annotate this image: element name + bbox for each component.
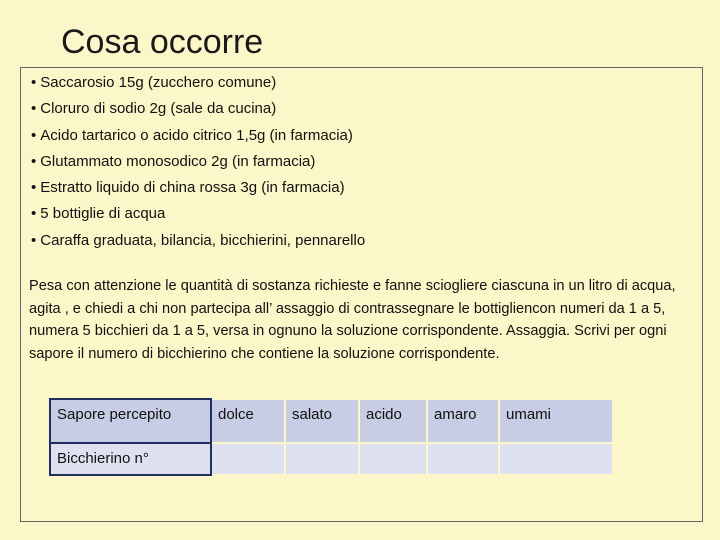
table-cell: Sapore percepito bbox=[50, 399, 211, 443]
bullet: • bbox=[31, 74, 37, 91]
bullet: • bbox=[31, 179, 37, 197]
list-item-text: Caraffa graduata, bilancia, bicchierini, pennarello bbox=[40, 231, 366, 249]
table-cell bbox=[427, 443, 499, 475]
bullet: • bbox=[31, 126, 37, 144]
taste-table bbox=[49, 398, 614, 476]
table-cell bbox=[359, 443, 427, 475]
list-item bbox=[31, 96, 365, 122]
table-cell: Bicchierino n° bbox=[50, 443, 211, 475]
content-box bbox=[20, 67, 703, 522]
table-row bbox=[50, 443, 613, 475]
table-cell: salato bbox=[285, 399, 359, 443]
table-cell bbox=[499, 443, 613, 475]
table-cell: dolce bbox=[211, 399, 285, 443]
bullet: • bbox=[31, 100, 37, 118]
list-item-text: Acido tartarico o acido citrico 1,5g (in farmacia) bbox=[40, 126, 353, 144]
table-cell bbox=[285, 443, 359, 475]
bullet: • bbox=[31, 205, 37, 223]
list-item-text: Cloruro di sodio 2g (sale da cucina) bbox=[40, 100, 277, 118]
list-item bbox=[31, 70, 365, 96]
table-cell: acido bbox=[359, 399, 427, 443]
list-item bbox=[31, 149, 365, 175]
bullet: • bbox=[31, 231, 37, 249]
instructions-paragraph: Pesa con attenzione le quantità di sostanza richieste e fanne sciogliere ciascuna in un litro di acqua, agita , e chiedi a chi non partecipa all’ assaggio di contrassegnare le bottigliencon numeri da 1 a 5, numera 5 bicchieri da 1 a 5, versa in ognuno la soluzione corrispondente. Assaggia. Scrivi per ogni sapore il numero di bicchierino che contiene la soluzione corrispondente. bbox=[29, 278, 676, 362]
table-cell: amaro bbox=[427, 399, 499, 443]
list-item-text: Glutammato monosodico 2g (in farmacia) bbox=[40, 152, 316, 170]
table-cell: umami bbox=[499, 399, 613, 443]
list-item-text: Saccarosio 15g (zucchero comune) bbox=[40, 74, 277, 91]
table-row bbox=[50, 399, 613, 443]
bullet: • bbox=[31, 152, 37, 170]
list-item-text: Estratto liquido di china rossa 3g (in farmacia) bbox=[40, 179, 345, 197]
list-item bbox=[31, 175, 365, 201]
page-title: Cosa occorre bbox=[61, 23, 264, 61]
list-item bbox=[31, 228, 365, 254]
list-item bbox=[31, 201, 365, 227]
materials-list bbox=[31, 70, 365, 254]
list-item bbox=[31, 123, 365, 149]
list-item-text: 5 bottiglie di acqua bbox=[40, 205, 166, 223]
table-cell bbox=[211, 443, 285, 475]
